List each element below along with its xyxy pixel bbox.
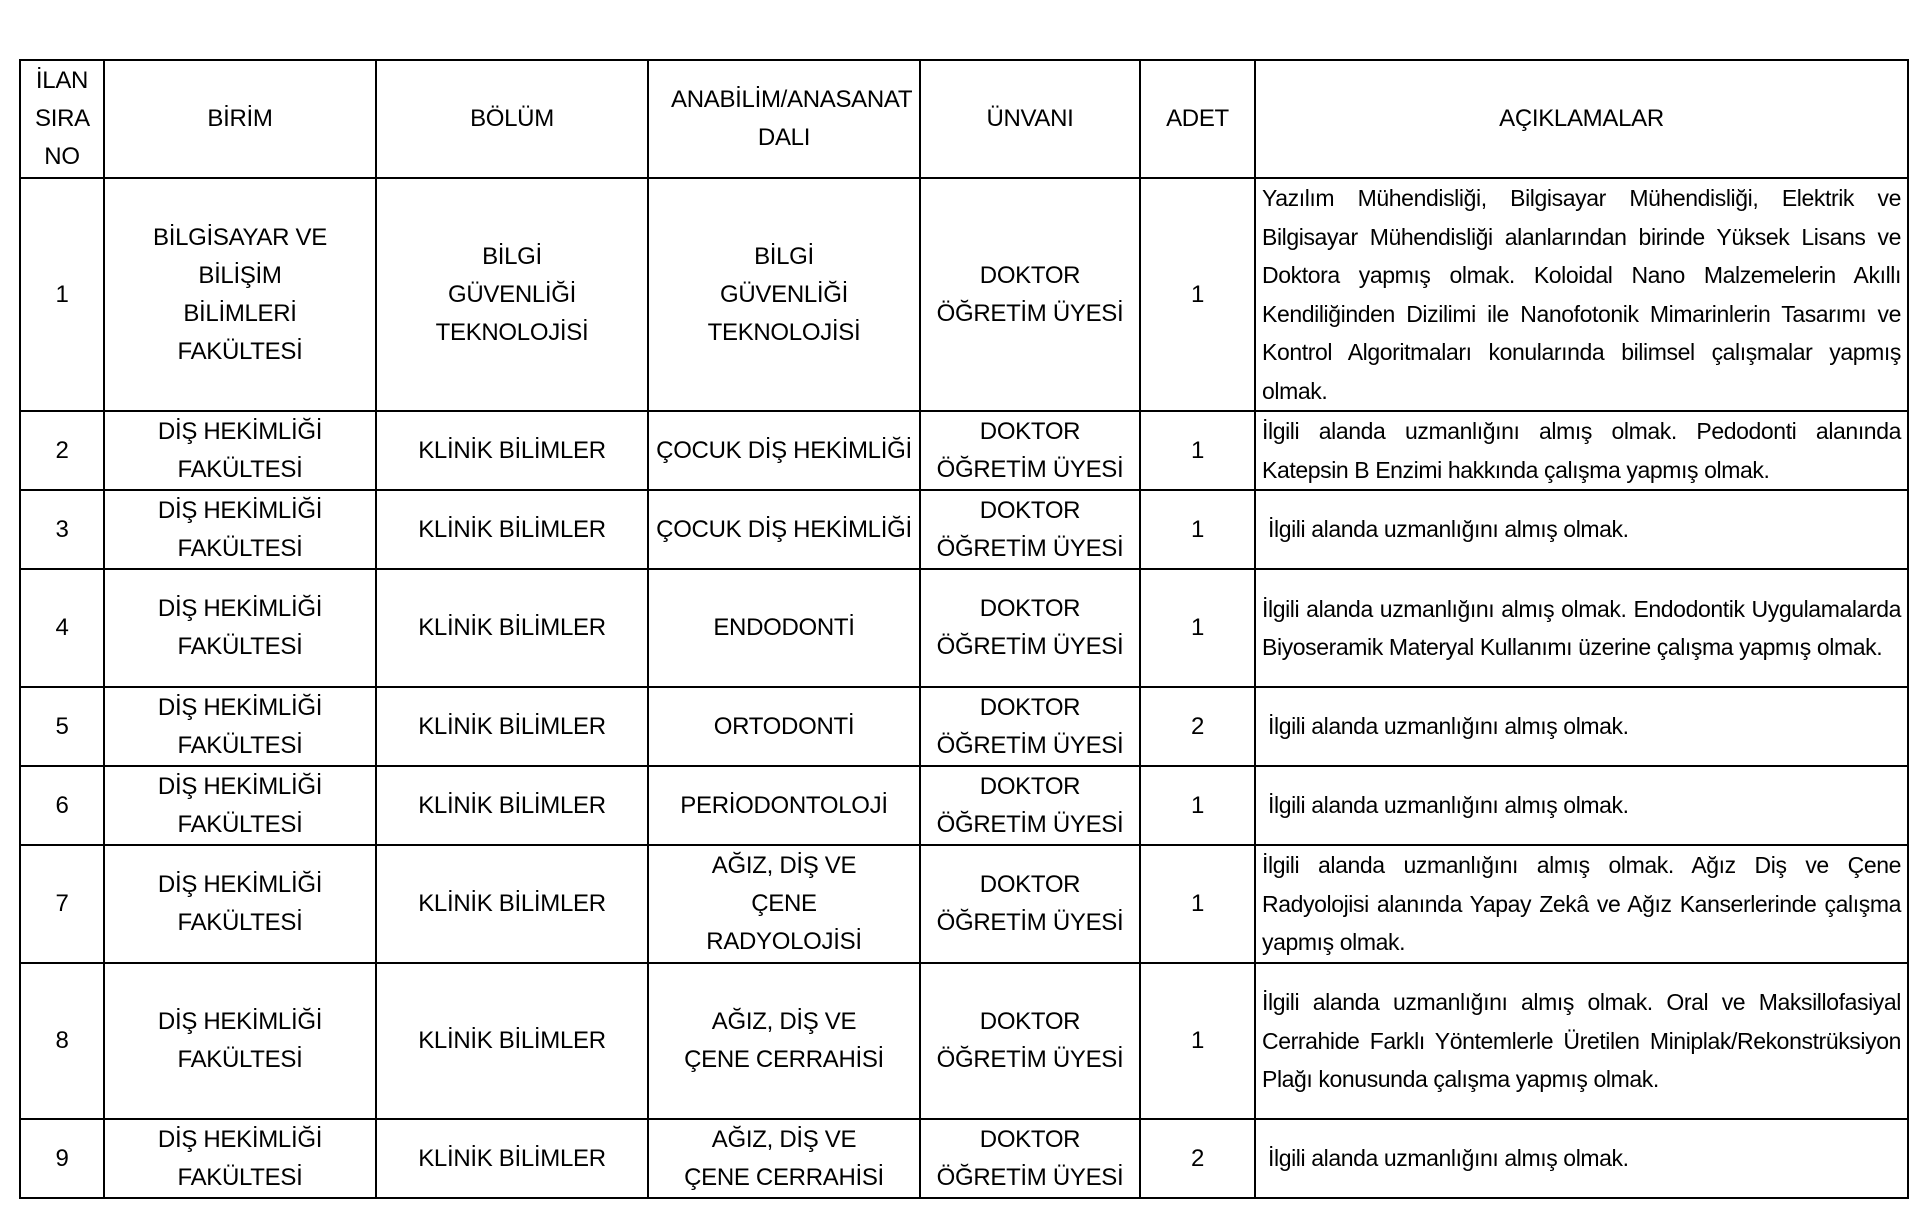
cell-unvan: DOKTOR ÖĞRETİM ÜYESİ <box>920 766 1140 845</box>
cell-adet: 1 <box>1140 845 1255 963</box>
cell-anabilim: AĞIZ, DİŞ VE ÇENE CERRAHİSİ <box>648 1119 920 1198</box>
cell-bolum: KLİNİK BİLİMLER <box>376 569 648 687</box>
cell-no: 8 <box>20 963 104 1119</box>
cell-no: 6 <box>20 766 104 845</box>
cell-no: 7 <box>20 845 104 963</box>
cell-birim: DİŞ HEKİMLİĞİ FAKÜLTESİ <box>104 963 376 1119</box>
cell-birim: DİŞ HEKİMLİĞİ FAKÜLTESİ <box>104 687 376 766</box>
cell-no: 9 <box>20 1119 104 1198</box>
header-bolum: BÖLÜM <box>376 60 648 178</box>
table-row <box>20 490 1908 569</box>
table-row <box>20 766 1908 845</box>
cell-aciklama: İlgili alanda uzmanlığını almış olmak. <box>1255 687 1908 766</box>
header-ilan-sira-no: İLAN SIRA NO <box>20 60 104 178</box>
cell-unvan: DOKTOR ÖĞRETİM ÜYESİ <box>920 411 1140 490</box>
header-unvani: ÜNVANI <box>920 60 1140 178</box>
cell-birim: BİLGİSAYAR VE BİLİŞİM BİLİMLERİ FAKÜLTESİ <box>104 178 376 411</box>
cell-birim: DİŞ HEKİMLİĞİ FAKÜLTESİ <box>104 411 376 490</box>
cell-no: 2 <box>20 411 104 490</box>
cell-adet: 1 <box>1140 766 1255 845</box>
cell-anabilim: AĞIZ, DİŞ VE ÇENE RADYOLOJİSİ <box>648 845 920 963</box>
cell-bolum: KLİNİK BİLİMLER <box>376 687 648 766</box>
table-header-row <box>20 60 1908 178</box>
cell-no: 5 <box>20 687 104 766</box>
cell-bolum: KLİNİK BİLİMLER <box>376 963 648 1119</box>
table-row <box>20 569 1908 687</box>
cell-birim: DİŞ HEKİMLİĞİ FAKÜLTESİ <box>104 766 376 845</box>
header-aciklamalar: AÇIKLAMALAR <box>1255 60 1908 178</box>
cell-aciklama: İlgili alanda uzmanlığını almış olmak. <box>1255 490 1908 569</box>
cell-adet: 1 <box>1140 963 1255 1119</box>
cell-aciklama: İlgili alanda uzmanlığını almış olmak. <box>1255 1119 1908 1198</box>
cell-aciklama: İlgili alanda uzmanlığını almış olmak. Pedodonti alanında Katepsin B Enzimi hakkında çalışma yapmış olmak. <box>1255 411 1908 490</box>
table-row <box>20 687 1908 766</box>
cell-no: 4 <box>20 569 104 687</box>
cell-anabilim: BİLGİ GÜVENLİĞİ TEKNOLOJİSİ <box>648 178 920 411</box>
document-page <box>19 59 1907 1199</box>
cell-no: 1 <box>20 178 104 411</box>
cell-adet: 2 <box>1140 687 1255 766</box>
table-row <box>20 411 1908 490</box>
cell-anabilim: ÇOCUK DİŞ HEKİMLİĞİ <box>648 411 920 490</box>
cell-bolum: KLİNİK BİLİMLER <box>376 411 648 490</box>
cell-birim: DİŞ HEKİMLİĞİ FAKÜLTESİ <box>104 569 376 687</box>
header-anabilim-dali: ANABİLİM/ANASANAT DALI <box>648 60 920 178</box>
cell-anabilim: AĞIZ, DİŞ VE ÇENE CERRAHİSİ <box>648 963 920 1119</box>
cell-bolum: KLİNİK BİLİMLER <box>376 490 648 569</box>
cell-aciklama: Yazılım Mühendisliği, Bilgisayar Mühendisliği, Elektrik ve Bilgisayar Mühendisliği alanlarından birinde Yüksek Lisans ve Doktora yapmış olmak. Koloidal Nano Malzemelerin Akıllı Kendiliğinden Dizilimi ile Nanofotonik Mimarinlerin Tasarımı ve Kontrol Algoritmaları konularında bilimsel çalışmalar yapmış olmak. <box>1255 178 1908 411</box>
cell-unvan: DOKTOR ÖĞRETİM ÜYESİ <box>920 845 1140 963</box>
table-row <box>20 1119 1908 1198</box>
cell-bolum: KLİNİK BİLİMLER <box>376 845 648 963</box>
header-adet: ADET <box>1140 60 1255 178</box>
cell-anabilim: ENDODONTİ <box>648 569 920 687</box>
cell-unvan: DOKTOR ÖĞRETİM ÜYESİ <box>920 490 1140 569</box>
cell-birim: DİŞ HEKİMLİĞİ FAKÜLTESİ <box>104 1119 376 1198</box>
cell-aciklama: İlgili alanda uzmanlığını almış olmak. Endodontik Uygulamalarda Biyoseramik Materyal Kullanımı üzerine çalışma yapmış olmak. <box>1255 569 1908 687</box>
cell-aciklama: İlgili alanda uzmanlığını almış olmak. <box>1255 766 1908 845</box>
cell-unvan: DOKTOR ÖĞRETİM ÜYESİ <box>920 1119 1140 1198</box>
table-row <box>20 178 1908 411</box>
cell-adet: 1 <box>1140 411 1255 490</box>
cell-unvan: DOKTOR ÖĞRETİM ÜYESİ <box>920 687 1140 766</box>
table-row <box>20 963 1908 1119</box>
cell-unvan: DOKTOR ÖĞRETİM ÜYESİ <box>920 963 1140 1119</box>
cell-unvan: DOKTOR ÖĞRETİM ÜYESİ <box>920 569 1140 687</box>
cell-anabilim: PERİODONTOLOJİ <box>648 766 920 845</box>
cell-no: 3 <box>20 490 104 569</box>
cell-bolum: BİLGİ GÜVENLİĞİ TEKNOLOJİSİ <box>376 178 648 411</box>
cell-birim: DİŞ HEKİMLİĞİ FAKÜLTESİ <box>104 490 376 569</box>
cell-anabilim: ORTODONTİ <box>648 687 920 766</box>
cell-aciklama: İlgili alanda uzmanlığını almış olmak. Ağız Diş ve Çene Radyolojisi alanında Yapay Zekâ ve Ağız Kanserlerinde çalışma yapmış olmak. <box>1255 845 1908 963</box>
header-birim: BİRİM <box>104 60 376 178</box>
cell-adet: 1 <box>1140 569 1255 687</box>
table-row <box>20 845 1908 963</box>
cell-adet: 1 <box>1140 178 1255 411</box>
cell-adet: 1 <box>1140 490 1255 569</box>
cell-unvan: DOKTOR ÖĞRETİM ÜYESİ <box>920 178 1140 411</box>
cell-birim: DİŞ HEKİMLİĞİ FAKÜLTESİ <box>104 845 376 963</box>
cell-anabilim: ÇOCUK DİŞ HEKİMLİĞİ <box>648 490 920 569</box>
cell-aciklama: İlgili alanda uzmanlığını almış olmak. Oral ve Maksillofasiyal Cerrahide Farklı Yöntemlerle Üretilen Miniplak/Rekonstrüksiyon Plağı konusunda çalışma yapmış olmak. <box>1255 963 1908 1119</box>
job-listings-table <box>19 59 1909 1199</box>
cell-adet: 2 <box>1140 1119 1255 1198</box>
cell-bolum: KLİNİK BİLİMLER <box>376 1119 648 1198</box>
cell-bolum: KLİNİK BİLİMLER <box>376 766 648 845</box>
